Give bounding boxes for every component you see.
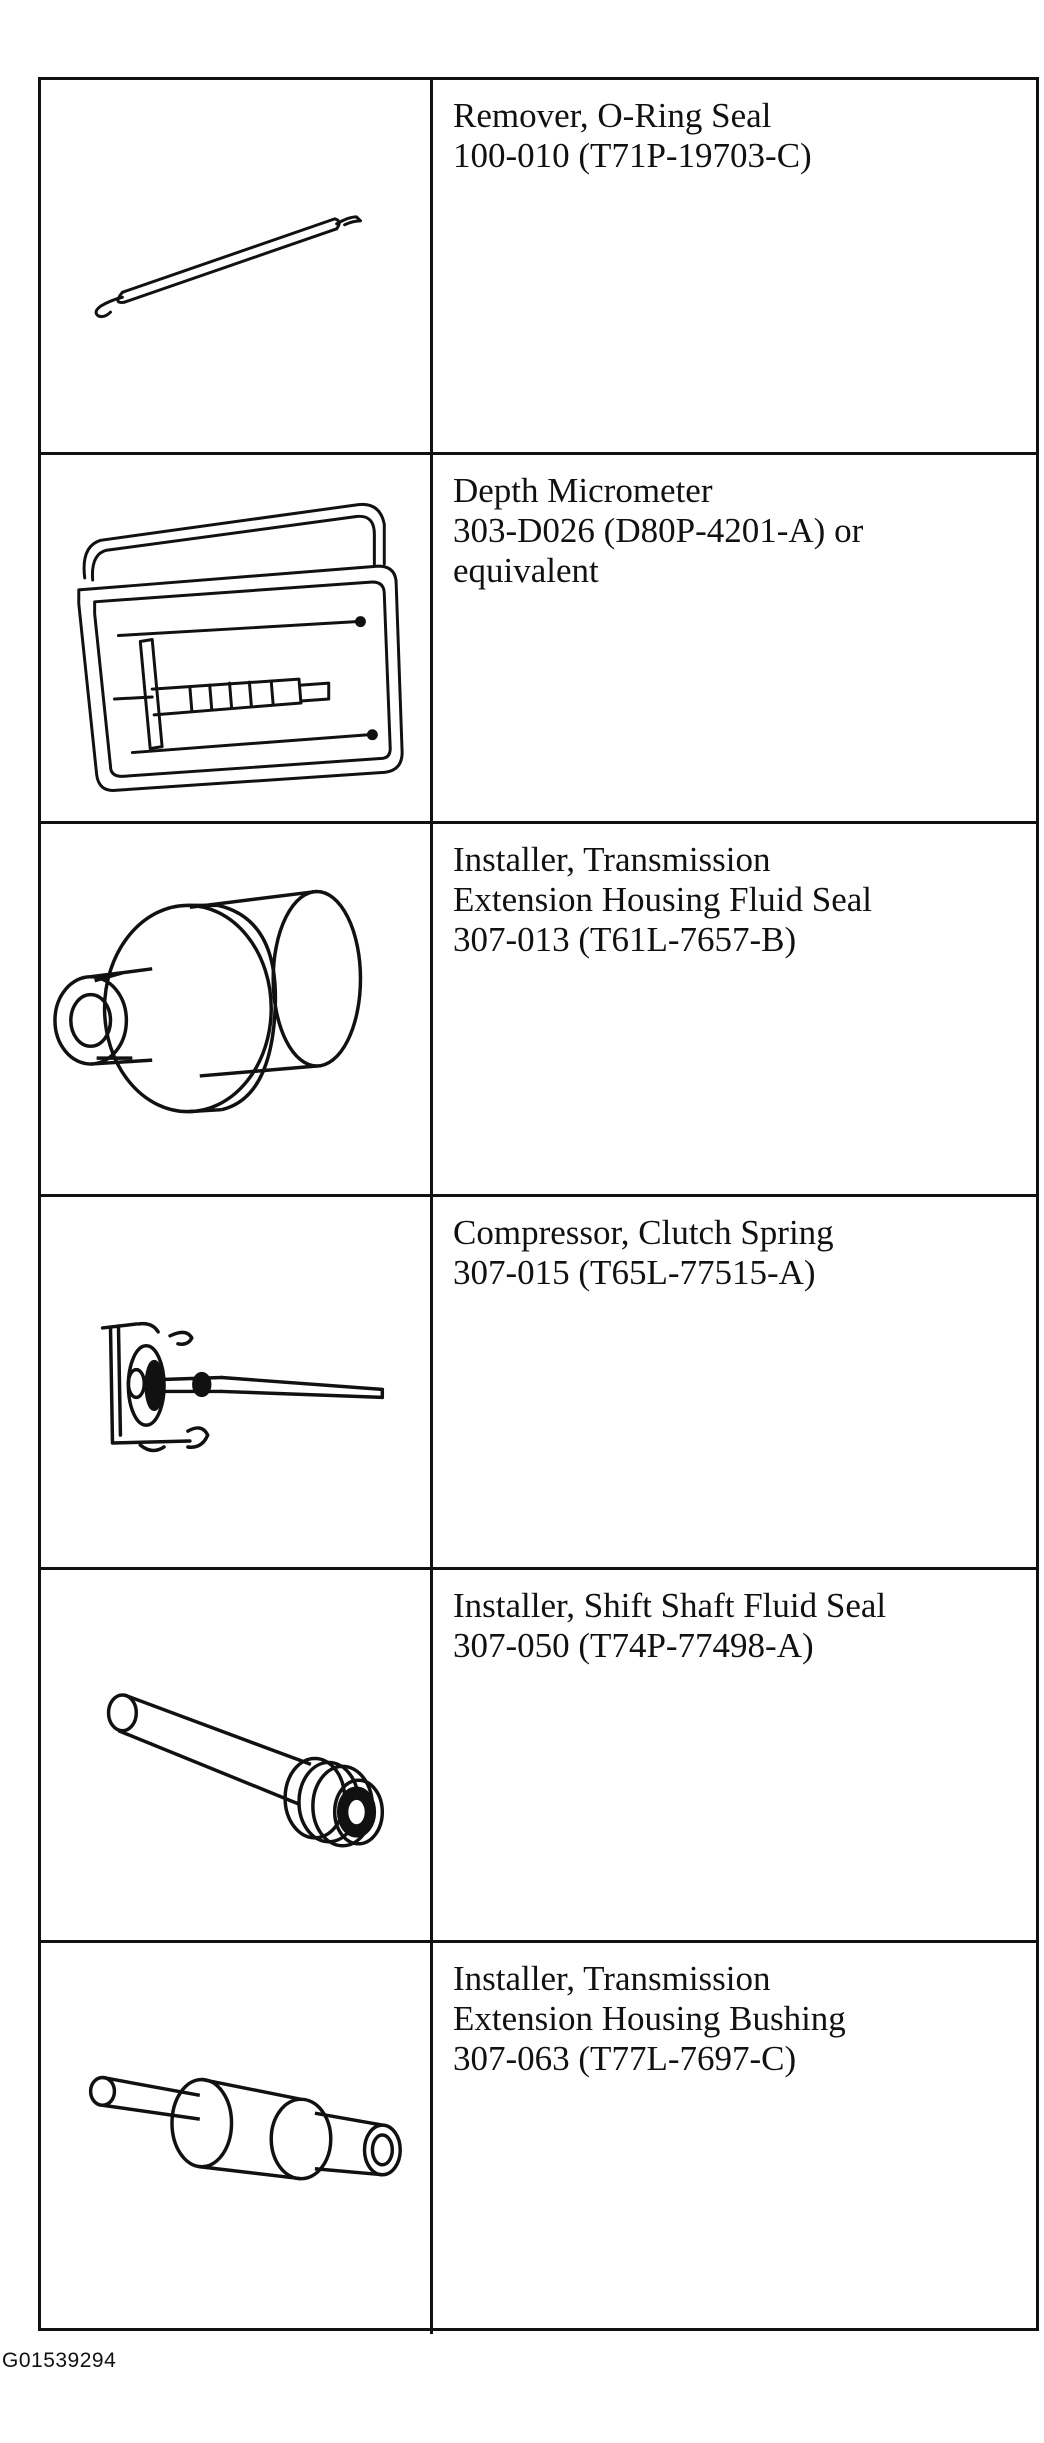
tool-number: 100-010 (T71P-19703-C) — [453, 136, 812, 175]
tool-row — [41, 1943, 1036, 2334]
tool-name: Compressor, Clutch Spring — [453, 1213, 834, 1252]
tool-name: Installer, Shift Shaft Fluid Seal — [453, 1586, 887, 1625]
tool-name: Depth Micrometer — [453, 471, 713, 510]
tool-row — [41, 1197, 1036, 1570]
tool-number: 307-015 (T65L-77515-A) — [453, 1253, 816, 1292]
tool-number: 303-D026 (D80P-4201-A) or — [453, 511, 864, 550]
tool-description — [453, 1213, 1026, 1293]
tool-name: Installer, Transmission — [453, 1959, 771, 1998]
tool-image-cell — [41, 80, 433, 452]
tool-description — [453, 840, 1026, 960]
tool-image-cell — [41, 1197, 433, 1567]
tool-image-cell — [41, 824, 433, 1194]
special-tools-table — [38, 77, 1039, 2331]
tool-description — [453, 1959, 1026, 2079]
tool-row — [41, 455, 1036, 824]
tool-image-cell — [41, 1943, 433, 2334]
extension-housing-bushing-installer-icon — [41, 1943, 430, 2334]
shift-shaft-seal-installer-icon — [41, 1570, 430, 1940]
tool-name-continued: Extension Housing Fluid Seal — [453, 880, 873, 919]
tool-number: 307-013 (T61L-7657-B) — [453, 920, 797, 959]
depth-micrometer-icon — [41, 455, 430, 821]
tool-description — [453, 96, 1026, 176]
tool-row — [41, 1570, 1036, 1943]
tool-row — [41, 824, 1036, 1197]
clutch-spring-compressor-icon — [41, 1197, 430, 1567]
tool-name-continued: Extension Housing Bushing — [453, 1999, 846, 2038]
tool-description — [453, 1586, 1026, 1666]
tool-number: 307-050 (T74P-77498-A) — [453, 1626, 814, 1665]
extension-housing-seal-installer-icon — [41, 824, 430, 1194]
tool-image-cell — [41, 455, 433, 821]
tool-image-cell — [41, 1570, 433, 1940]
figure-id: G01539294 — [2, 2349, 117, 2372]
tool-number: 307-063 (T77L-7697-C) — [453, 2039, 797, 2078]
tool-description — [453, 471, 1026, 591]
tool-row — [41, 80, 1036, 455]
tool-name: Installer, Transmission — [453, 840, 771, 879]
tool-note: equivalent — [453, 551, 599, 590]
o-ring-seal-remover-icon — [41, 80, 430, 452]
tool-name: Remover, O-Ring Seal — [453, 96, 772, 135]
